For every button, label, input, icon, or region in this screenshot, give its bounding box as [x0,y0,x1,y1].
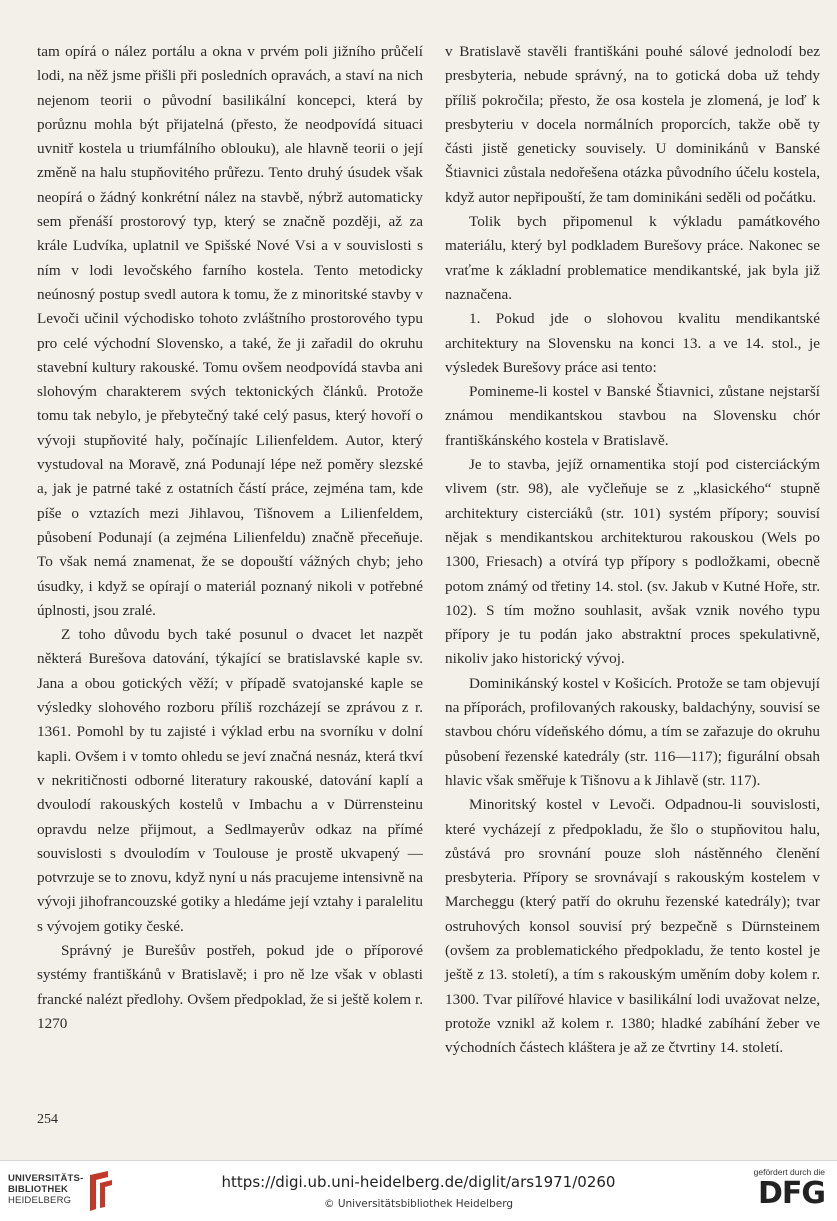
left-text-column [37,40,423,1036]
paragraph: v Bratislavě stavěli františkáni pouhé sálové jednolodí bez presbyteria, nebude správný, na to gotická doba už tehdy příliš pokročila; přesto, že osa kostela je zlomená, je loď k presbyteriu v docela normálních proporcích, takže obě ty části jistě geneticky souvisely. U dominikánů v Banské Štiavnici zůstala nedořešena otázka původního účelu kostela, když autor nepřipouští, že tam dominikáni seděli od počátku. [445,43,820,206]
paragraph: 1. Pokud jde o slohovou kvalitu mendikantské architektury na Slovensku na konci 13. a ve 14. stol., je výsledek Burešovy práce asi tento: [445,310,820,376]
paragraph: Správný je Burešův postřeh, pokud jde o příporové systémy františkánů v Bratislavě; i pro ně lze však v oblasti francké nalézt předlohy. Ovšem předpoklad, že si ještě kolem r. 1270 [37,941,423,1032]
paragraph: Z toho důvodu bych také posunul o dvacet let nazpět některá Burešova datování, týkající se bratislavské kaple sv. Jana a obou gotických věží; v případě svatojanské kaple se výsledky slohového rozboru příliš rozcházejí se zprávou z r. 1361. Pomohl by tu zajisté i výklad erbu na svorníku v dolní kapli. Ovšem i v tomto ohledu se jeví značná nesnáz, která tkví v nekritičnosti odborné literatury rakouské, datování kaplí a dvoulodí rakouských kostelů v Imbachu a v Dürrensteinu opravdu nelze přijmout, a Sedlmayerův odkaz na přímé souvislosti s dvoulodím v Toulouse je prostě ukvapený — potvrzuje se to znovu, když nyní u nás pracujeme intensivně na vývoji jihofrancouzské gotiky a hledáme její vztahy i paralelitu s vývojem gotiky české. [37,626,423,935]
library-name-line: UNIVERSITÄTS- [8,1173,84,1184]
page-number: 254 [37,1112,58,1127]
dfg-logo: DFG [757,1176,825,1211]
paragraph: Je to stavba, jejíž ornamentika stojí pod cisterciáckým vlivem (str. 98), ale vyčleňuje se z „klasického“ stupně architektury cisterciáků (str. 101) systém přípory; souvisí nějak s mendikantskou architekturou rakouskou (Wels po 1300, Friesach) a otvírá typ přípory s podložkami, obecně potom známý od třetiny 14. stol. (sv. Jakub v Kutné Hoře, str. 102). S tím možno souhlasit, avšak vznik nového typu přípory je tu podán jako abstraktní proces spekulativně, nikoliv jako historický vývoj. [445,456,820,668]
copyright-notice: © Universitätsbibliothek Heidelberg [323,1198,513,1210]
paragraph: Dominikánský kostel v Košicích. Protože se tam objevují na příporách, profilovaných rakousky, baldachýny, souvisí se stavbou chóru vídeňského dómu, a tím se zařazuje do okruhu působení řezenské katedrály (str. 116—117); figurální obsah hlavic však směřuje k Tišnovu a k Jihlavě (str. 117). [445,674,820,789]
paragraph: tam opírá o nález portálu a okna v prvém poli jižního průčelí lodi, na něž jsme přišli při posledních opravách, a staví na nich nejenom teorii o původní basilikální koncepci, která by porůznu mohla být přijatelná (přesto, že neodpovídá situaci uvnitř kostela u triumfálního oblouku), ale hlavně teorii o její změně na halu stupňovitého průřezu. Tento druhý úsudek však neopírá o žádný konkrétní nález na stavbě, nýbrž automaticky sem přenáší prostorový typ, který se značně později, až za krále Ludvíka, uplatnil ve Spišské Nové Vsi a v souvislosti s ním v lodi levočského farního kostela. Tento metodicky neúnosný postup svedl autora k tomu, že z minoritské stavby v Levoči učinil východisko tohoto zvláštního prostorového typu pro celé východní Slovensko, a také, že ji zařadil do okruhu stavební kultury rakouské. Tomu ovšem neodpovídá stavba ani slohovým charakterem svých tektonických článků. Protože tomu tak nebylo, je přebytečný také celý pasus, který hovoří o vývoji stupňovité haly, počínajíc Lilienfeldem. Autor, který vystudoval na Moravě, zná Podunají lépe než poměry slezské a, jak je patrné také z ostatních částí práce, zejména tam, kde píše o vztazích mezi Jihlavou, Tišnovem a Lilienfeldem, působení Podunají (a zejména Lilienfeldu) značně přeceňuje. To však nemá znamenat, že se dopouští vážných chyb; jeho úsudky, i když se opírají o materiál poznaný nikoli v potřebné úplnosti, jsou zralé. [37,43,423,619]
right-text-column [445,40,820,1060]
library-name-line: HEIDELBERG [8,1195,72,1206]
viewer-footer [0,1160,837,1221]
funder-label: gefördert durch die [753,1167,825,1177]
library-name-line: BIBLIOTHEK [8,1184,69,1195]
funder-logo[interactable] [715,1167,825,1217]
paragraph: Pomineme-li kostel v Banské Štiavnici, zůstane nejstarší známou mendikantskou stavbou na Slovensku chór františkánského kostela v Bratislavě. [445,383,820,449]
paragraph: Tolik bych připomenul k výkladu památkového materiálu, který byl podkladem Burešovy práce. Nakonec se vraťme k základní problematice mendikantské, jak byla již naznačena. [445,213,820,303]
permalink-url[interactable]: https://digi.ub.uni-heidelberg.de/diglit/ars1971/0260 [221,1173,616,1191]
paragraph: Minoritský kostel v Levoči. Odpadnou-li souvislosti, které vycházejí z předpokladu, že šlo o stupňovitou halu, zůstává pro srovnání pouze sloh nástěnného členění presbyteria. Přípory se srovnávají s rakouským kostelem v Marcheggu (který patří do okruhu řezenské katedrály); tvar ostruhových konsol souvisí prý bezpečně s Dürnsteinem (ovšem za problematického předpokladu, že tento kostel je ještě z 13. století), a tím s rakouským uměním doby kolem r. 1300. Tvar pilířové hlavice v basilikální lodi uvažovat nelze, protože vznikl až kolem r. 1380; hladké zabíhání žeber ve východních částech kláštera je až ze čtvrtiny 14. století. [445,796,820,1057]
